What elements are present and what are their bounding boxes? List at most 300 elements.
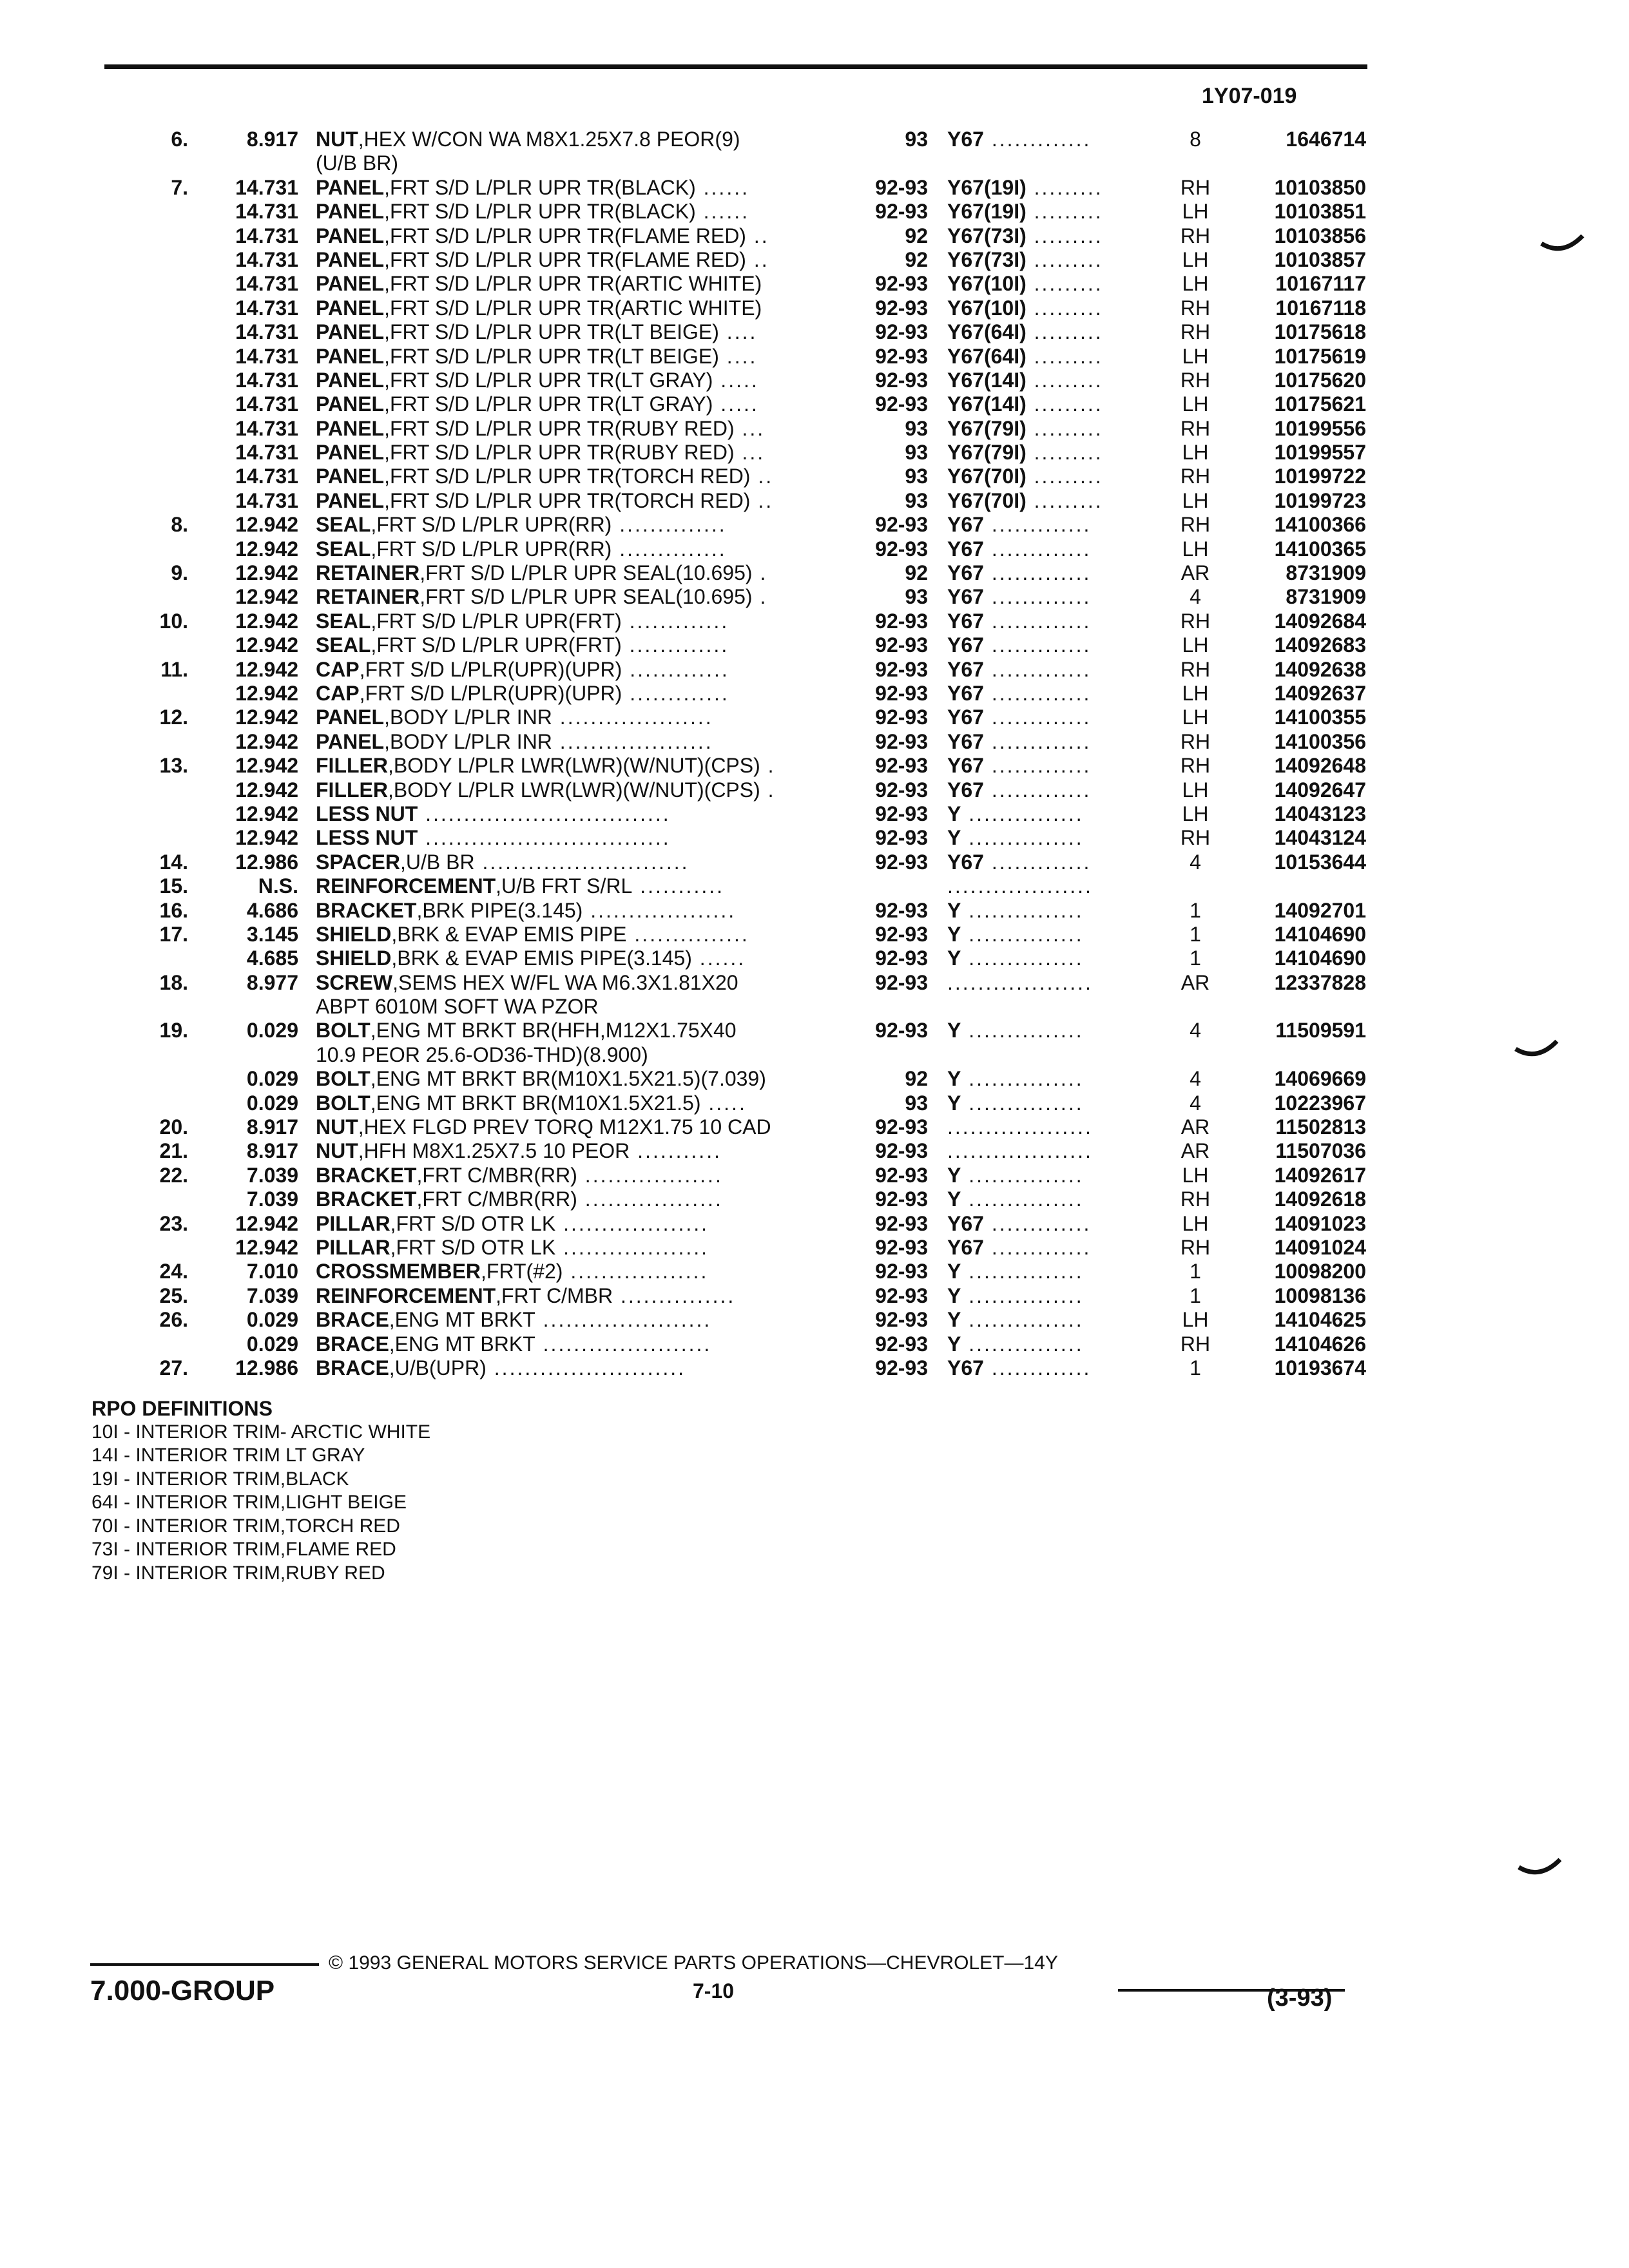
group-number: 14.731: [235, 320, 298, 344]
part-name: SEAL: [316, 609, 371, 633]
item-number: 25.: [159, 1283, 188, 1307]
rpo-code: [947, 320, 1166, 344]
leader-dots: .....: [713, 368, 759, 392]
rpo-code: [947, 369, 1166, 392]
rpo-code: [947, 441, 1166, 465]
leader-dots: ...................: [947, 970, 1093, 994]
parts-row: [0, 465, 1629, 488]
model-year: 92-93: [875, 706, 928, 729]
parts-row: [0, 200, 1629, 224]
rpo-code: [947, 200, 1166, 224]
part-spec: ,BRK & EVAP EMIS PIPE(3.145): [391, 947, 692, 970]
part-name: NUT: [316, 128, 358, 151]
parts-row: [0, 537, 1629, 561]
part-name: PANEL: [316, 729, 385, 753]
rpo-code: [947, 682, 1166, 706]
group-number: 0.029: [246, 1308, 298, 1332]
part-number: 14100365: [1274, 537, 1366, 561]
model-year: 93: [905, 465, 928, 488]
parts-row: [0, 1308, 1629, 1332]
leader-dots: .............: [983, 850, 1092, 874]
item-number: 8.: [171, 513, 188, 537]
part-description: [316, 1356, 851, 1380]
part-description: [316, 899, 851, 923]
parts-row: [0, 1091, 1629, 1115]
parts-row: [0, 633, 1629, 657]
part-description: [316, 561, 851, 585]
part-description: [316, 320, 851, 344]
rpo-definition: 79I - INTERIOR TRIM,RUBY RED: [92, 1562, 385, 1584]
rpo-code: [947, 561, 1166, 585]
parts-row: [0, 561, 1629, 585]
leader-dots: .............: [983, 633, 1092, 657]
leader-dots: .............: [983, 537, 1092, 561]
leader-dots: .............: [983, 561, 1092, 585]
group-number: 0.029: [246, 1332, 298, 1356]
model-year: 92-93: [875, 392, 928, 416]
item-number: 24.: [159, 1260, 188, 1283]
leader-dots: ...................: [947, 1115, 1093, 1139]
part-description: [316, 1212, 851, 1236]
part-spec: ,FRT S/D L/PLR UPR TR(RUBY RED): [384, 441, 735, 465]
quantity: RH: [1180, 729, 1211, 753]
part-number: 10175618: [1274, 320, 1366, 344]
part-number: 10175619: [1274, 344, 1366, 368]
rpo-value: Y67(14I): [947, 392, 1027, 416]
model-year: 92-93: [875, 1332, 928, 1356]
leader-dots: .............: [983, 706, 1092, 729]
rpo-value: Y67(64I): [947, 320, 1027, 344]
model-year: 92-93: [875, 175, 928, 199]
leader-dots: ...................: [947, 1139, 1093, 1163]
group-number: 14.731: [235, 272, 298, 296]
rpo-value: Y: [947, 947, 961, 970]
rpo-value: Y: [947, 1308, 961, 1332]
leader-dots: ...............: [961, 826, 1084, 850]
rpo-value: Y: [947, 1163, 961, 1187]
leader-dots: .........: [1026, 416, 1103, 440]
part-name: PANEL: [316, 175, 385, 199]
part-spec: ,FRT S/D L/PLR UPR TR(BLACK): [384, 175, 696, 199]
rpo-code: [947, 1091, 1166, 1115]
rpo-code: [947, 778, 1166, 802]
parts-row: [0, 1332, 1629, 1356]
rpo-value: Y67: [947, 729, 984, 753]
rpo-value: Y67(79I): [947, 441, 1027, 465]
rpo-value: Y67: [947, 682, 984, 705]
leader-dots: .: [760, 778, 776, 802]
part-description: [316, 1139, 851, 1163]
rpo-definitions-heading: RPO DEFINITIONS: [92, 1397, 273, 1420]
item-number: 10.: [159, 609, 188, 633]
leader-dots: .............: [983, 1236, 1092, 1260]
rpo-code: [947, 296, 1166, 320]
parts-row: [0, 1236, 1629, 1260]
quantity: LH: [1182, 802, 1209, 825]
footer-page-number: 7-10: [693, 1979, 735, 2003]
parts-row: [0, 778, 1629, 802]
quantity: LH: [1182, 633, 1209, 657]
part-description: [316, 682, 851, 706]
rpo-value: Y: [947, 1332, 961, 1356]
group-number: 0.029: [246, 1091, 298, 1115]
leader-dots: ..: [750, 488, 774, 512]
model-year: 92-93: [875, 729, 928, 753]
part-name: PANEL: [316, 200, 385, 224]
part-description: [316, 802, 851, 826]
quantity: RH: [1180, 1236, 1211, 1260]
part-spec: ,FRT S/D L/PLR UPR TR(RUBY RED): [384, 416, 735, 440]
rpo-code: [947, 176, 1166, 200]
quantity: LH: [1182, 1211, 1209, 1235]
rpo-value: Y: [947, 1019, 961, 1043]
leader-dots: ...: [734, 416, 766, 440]
group-number: 14.731: [235, 247, 298, 271]
part-number: 10167118: [1275, 296, 1366, 320]
leader-dots: .............: [983, 754, 1092, 778]
item-number: 22.: [159, 1163, 188, 1187]
parts-row: [0, 441, 1629, 465]
model-year: 92: [905, 247, 928, 271]
group-number: 14.731: [235, 344, 298, 368]
leader-dots: .............: [621, 609, 729, 633]
rpo-code: [947, 248, 1166, 272]
part-name: RETAINER: [316, 585, 420, 609]
part-spec: ,BODY L/PLR LWR(LWR)(W/NUT)(CPS): [387, 778, 760, 802]
part-description: [316, 610, 851, 633]
quantity: RH: [1180, 513, 1211, 537]
leader-dots: .........: [1026, 272, 1103, 296]
rpo-code: [947, 633, 1166, 657]
parts-row: [0, 369, 1629, 392]
rpo-value: Y67: [947, 706, 984, 729]
part-spec: ,BODY L/PLR LWR(LWR)(W/NUT)(CPS): [387, 754, 760, 778]
rpo-code: [947, 417, 1166, 441]
group-number: 12.942: [235, 609, 298, 633]
parts-row: [0, 610, 1629, 633]
rpo-code: [947, 706, 1166, 729]
rpo-value: Y67: [947, 657, 984, 681]
quantity: RH: [1180, 754, 1211, 778]
part-spec: ,FRT S/D L/PLR(UPR)(UPR): [359, 682, 622, 705]
quantity: RH: [1180, 657, 1211, 681]
rpo-code: [947, 754, 1166, 778]
leader-dots: .........: [1026, 441, 1103, 465]
quantity: 4: [1190, 850, 1201, 874]
part-spec: ,FRT S/D OTR LK: [390, 1236, 556, 1260]
parts-row: [0, 923, 1629, 947]
part-description: [316, 1284, 851, 1308]
leader-dots: ...............: [626, 922, 749, 946]
part-number: 12337828: [1274, 970, 1366, 994]
leader-dots: .........................: [486, 1356, 686, 1379]
group-number: 12.942: [235, 778, 298, 802]
leader-dots: .............: [983, 1211, 1092, 1235]
part-name: SEAL: [316, 633, 371, 657]
model-year: 92-93: [875, 778, 928, 802]
rpo-definition: 10I - INTERIOR TRIM- ARCTIC WHITE: [92, 1421, 431, 1443]
part-name: PANEL: [316, 441, 385, 465]
part-number: 14091023: [1274, 1211, 1366, 1235]
part-number: 14104690: [1274, 947, 1366, 970]
part-description: [316, 296, 851, 320]
model-year: 92: [905, 224, 928, 247]
leader-dots: ..: [746, 224, 769, 247]
parts-row: [0, 320, 1629, 344]
part-name: LESS NUT: [316, 826, 418, 850]
rpo-value: Y: [947, 1091, 961, 1115]
rpo-definition: 14I - INTERIOR TRIM LT GRAY: [92, 1445, 365, 1466]
quantity: AR: [1181, 1139, 1210, 1163]
quantity: RH: [1180, 224, 1211, 247]
part-spec: ,FRT S/D L/PLR UPR TR(TORCH RED): [384, 488, 751, 512]
quantity: LH: [1182, 706, 1209, 729]
parts-row: [0, 248, 1629, 272]
rpo-value: Y67: [947, 1211, 984, 1235]
rpo-code: [947, 513, 1166, 537]
part-number: 10153644: [1274, 850, 1366, 874]
group-number: 14.731: [235, 368, 298, 392]
rpo-code: [947, 1284, 1166, 1308]
rpo-code: [947, 1308, 1166, 1332]
rpo-definition: 70I - INTERIOR TRIM,TORCH RED: [92, 1515, 400, 1537]
rpo-value: Y67(73I): [947, 247, 1027, 271]
page-code: 1Y07-019: [1202, 84, 1297, 108]
part-description: [316, 128, 851, 176]
leader-dots: .........: [1026, 296, 1103, 320]
group-number: 12.942: [235, 657, 298, 681]
rpo-value: Y67: [947, 1236, 984, 1260]
group-number: 14.731: [235, 224, 298, 247]
item-number: 7.: [171, 175, 188, 199]
rpo-code: [947, 1356, 1166, 1380]
part-name: PILLAR: [316, 1211, 390, 1235]
part-number: 10199556: [1274, 416, 1366, 440]
parts-row: [0, 947, 1629, 970]
group-number: 7.039: [246, 1283, 298, 1307]
parts-row: [0, 730, 1629, 754]
group-number: 14.731: [235, 488, 298, 512]
part-name: BOLT: [316, 1067, 371, 1091]
part-spec: ,FRT S/D L/PLR UPR TR(TORCH RED): [384, 465, 751, 488]
group-number: 14.731: [235, 416, 298, 440]
part-description: [316, 513, 851, 537]
leader-dots: ...............: [961, 1283, 1084, 1307]
part-number: 14104625: [1274, 1308, 1366, 1332]
part-spec: ,FRT S/D L/PLR UPR TR(LT BEIGE): [384, 344, 719, 368]
item-number: 18.: [159, 970, 188, 994]
part-name: PANEL: [316, 320, 385, 344]
rpo-definition: 73I - INTERIOR TRIM,FLAME RED: [92, 1539, 396, 1560]
rpo-code: [947, 489, 1166, 513]
quantity: 1: [1190, 1356, 1201, 1379]
leader-dots: ...............: [961, 1091, 1084, 1115]
part-number: 10167117: [1275, 272, 1366, 296]
part-name: REINFORCEMENT: [316, 1283, 496, 1307]
part-name: SHIELD: [316, 947, 392, 970]
rpo-value: Y67(70I): [947, 488, 1027, 512]
quantity: RH: [1180, 609, 1211, 633]
model-year: 92-93: [875, 1236, 928, 1260]
part-description: [316, 537, 851, 561]
leader-dots: ...............: [961, 922, 1084, 946]
leader-dots: ...............: [613, 1283, 736, 1307]
quantity: 4: [1190, 1067, 1201, 1091]
group-number: 14.731: [235, 465, 298, 488]
leader-dots: ..................: [577, 1163, 723, 1187]
model-year: 92-93: [875, 1260, 928, 1283]
part-number: 14043124: [1274, 826, 1366, 850]
rpo-code: [947, 537, 1166, 561]
part-name: RETAINER: [316, 561, 420, 585]
model-year: 92-93: [875, 826, 928, 850]
footer-rule-left: [90, 1963, 319, 1966]
part-spec: ,BODY L/PLR INR: [384, 729, 552, 753]
model-year: 92-93: [875, 1356, 928, 1379]
part-spec: ,FRT(#2): [481, 1260, 563, 1283]
part-name: PANEL: [316, 247, 385, 271]
quantity: RH: [1180, 826, 1211, 850]
item-number: 14.: [159, 850, 188, 874]
part-number: 10103851: [1274, 200, 1366, 224]
part-spec: ,ENG MT BRKT BR(HFH,M12X1.75X40: [370, 1019, 737, 1043]
model-year: 92-93: [875, 1211, 928, 1235]
part-spec: ,HFH M8X1.25X7.5 10 PEOR: [358, 1139, 630, 1163]
part-number: 14092683: [1274, 633, 1366, 657]
group-number: 12.942: [235, 729, 298, 753]
leader-dots: .........: [1026, 488, 1103, 512]
part-name: BOLT: [316, 1091, 371, 1115]
model-year: 92-93: [875, 850, 928, 874]
group-number: 12.942: [235, 561, 298, 585]
parts-row: [0, 706, 1629, 729]
part-spec: ,FRT S/D L/PLR UPR SEAL(10.695): [419, 585, 753, 609]
parts-row: [0, 874, 1629, 898]
rpo-value: Y67: [947, 778, 984, 802]
rpo-code: [947, 1115, 1166, 1139]
part-spec: ,FRT S/D L/PLR UPR TR(LT GRAY): [384, 368, 713, 392]
part-spec: ,FRT S/D L/PLR(UPR)(UPR): [359, 657, 622, 681]
model-year: 93: [905, 128, 928, 151]
quantity: AR: [1181, 970, 1210, 994]
part-description: [316, 200, 851, 224]
part-description: [316, 417, 851, 441]
quantity: RH: [1180, 1187, 1211, 1211]
part-name: PANEL: [316, 465, 385, 488]
part-number: 11509591: [1275, 1019, 1366, 1043]
leader-dots: .............: [621, 633, 729, 657]
rpo-value: Y67(14I): [947, 368, 1027, 392]
quantity: LH: [1182, 537, 1209, 561]
part-description: [316, 392, 851, 416]
part-spec: ,FRT S/D L/PLR UPR TR(ARTIC WHITE): [384, 272, 762, 296]
part-name: SPACER: [316, 850, 400, 874]
rpo-value: Y67: [947, 1356, 984, 1379]
rpo-value: Y67(10I): [947, 272, 1027, 296]
part-description: [316, 176, 851, 200]
leader-dots: ....: [718, 320, 758, 344]
leader-dots: .........: [1026, 175, 1103, 199]
model-year: 92-93: [875, 1115, 928, 1139]
part-number: 10199557: [1274, 441, 1366, 465]
part-name: FILLER: [316, 778, 388, 802]
group-number: 12.942: [235, 754, 298, 778]
leader-dots: ......: [695, 175, 749, 199]
rpo-value: Y67(79I): [947, 416, 1027, 440]
leader-dots: .: [760, 754, 776, 778]
part-description: [316, 778, 851, 802]
part-description: [316, 1164, 851, 1187]
leader-dots: ..................: [563, 1260, 709, 1283]
rpo-code: [947, 802, 1166, 826]
rpo-code: [947, 1019, 1166, 1043]
model-year: 93: [905, 416, 928, 440]
leader-dots: ...............: [961, 802, 1084, 825]
model-year: 92-93: [875, 970, 928, 994]
model-year: 92-93: [875, 609, 928, 633]
parts-row: [0, 489, 1629, 513]
leader-dots: ...................: [555, 1236, 709, 1260]
part-name: BRACE: [316, 1332, 389, 1356]
part-description: [316, 248, 851, 272]
model-year: 92-93: [875, 754, 928, 778]
item-number: 11.: [160, 657, 188, 681]
leader-dots: ......: [691, 947, 746, 970]
part-spec: ,BODY L/PLR INR: [384, 706, 552, 729]
rpo-value: Y67: [947, 561, 984, 585]
group-number: 8.917: [246, 1139, 298, 1163]
quantity: RH: [1180, 465, 1211, 488]
group-number: 12.942: [235, 1236, 298, 1260]
leader-dots: .............: [983, 778, 1092, 802]
leader-dots: ...........: [630, 1139, 722, 1163]
part-description: [316, 971, 851, 1019]
model-year: 92-93: [875, 898, 928, 922]
part-name: CAP: [316, 657, 360, 681]
part-number: 10199722: [1274, 465, 1366, 488]
leader-dots: ..............: [612, 513, 727, 537]
model-year: 92-93: [875, 200, 928, 224]
part-description: [316, 224, 851, 248]
quantity: LH: [1182, 247, 1209, 271]
quantity: 1: [1190, 922, 1201, 946]
model-year: 92-93: [875, 1019, 928, 1043]
parts-row: [0, 513, 1629, 537]
leader-dots: ...............: [961, 947, 1084, 970]
part-name: PANEL: [316, 272, 385, 296]
part-spec: ,U/B FRT S/RL: [496, 874, 633, 898]
leader-dots: ...............: [961, 1260, 1084, 1283]
part-description: [316, 489, 851, 513]
quantity: LH: [1182, 392, 1209, 416]
quantity: RH: [1180, 296, 1211, 320]
model-year: 92-93: [875, 802, 928, 825]
rpo-value: Y: [947, 922, 961, 946]
group-number: 4.686: [246, 898, 298, 922]
parts-row: [0, 224, 1629, 248]
group-number: 0.029: [246, 1067, 298, 1091]
rpo-value: Y67: [947, 128, 984, 151]
rpo-value: Y: [947, 898, 961, 922]
leader-dots: ......................: [535, 1332, 712, 1356]
binder-mark: [1540, 232, 1585, 258]
part-number: 14092648: [1274, 754, 1366, 778]
part-spec: ,U/B(UPR): [389, 1356, 487, 1379]
part-number: 14092701: [1274, 898, 1366, 922]
rpo-code: [947, 272, 1166, 296]
model-year: 92-93: [875, 947, 928, 970]
group-number: 12.942: [235, 537, 298, 561]
